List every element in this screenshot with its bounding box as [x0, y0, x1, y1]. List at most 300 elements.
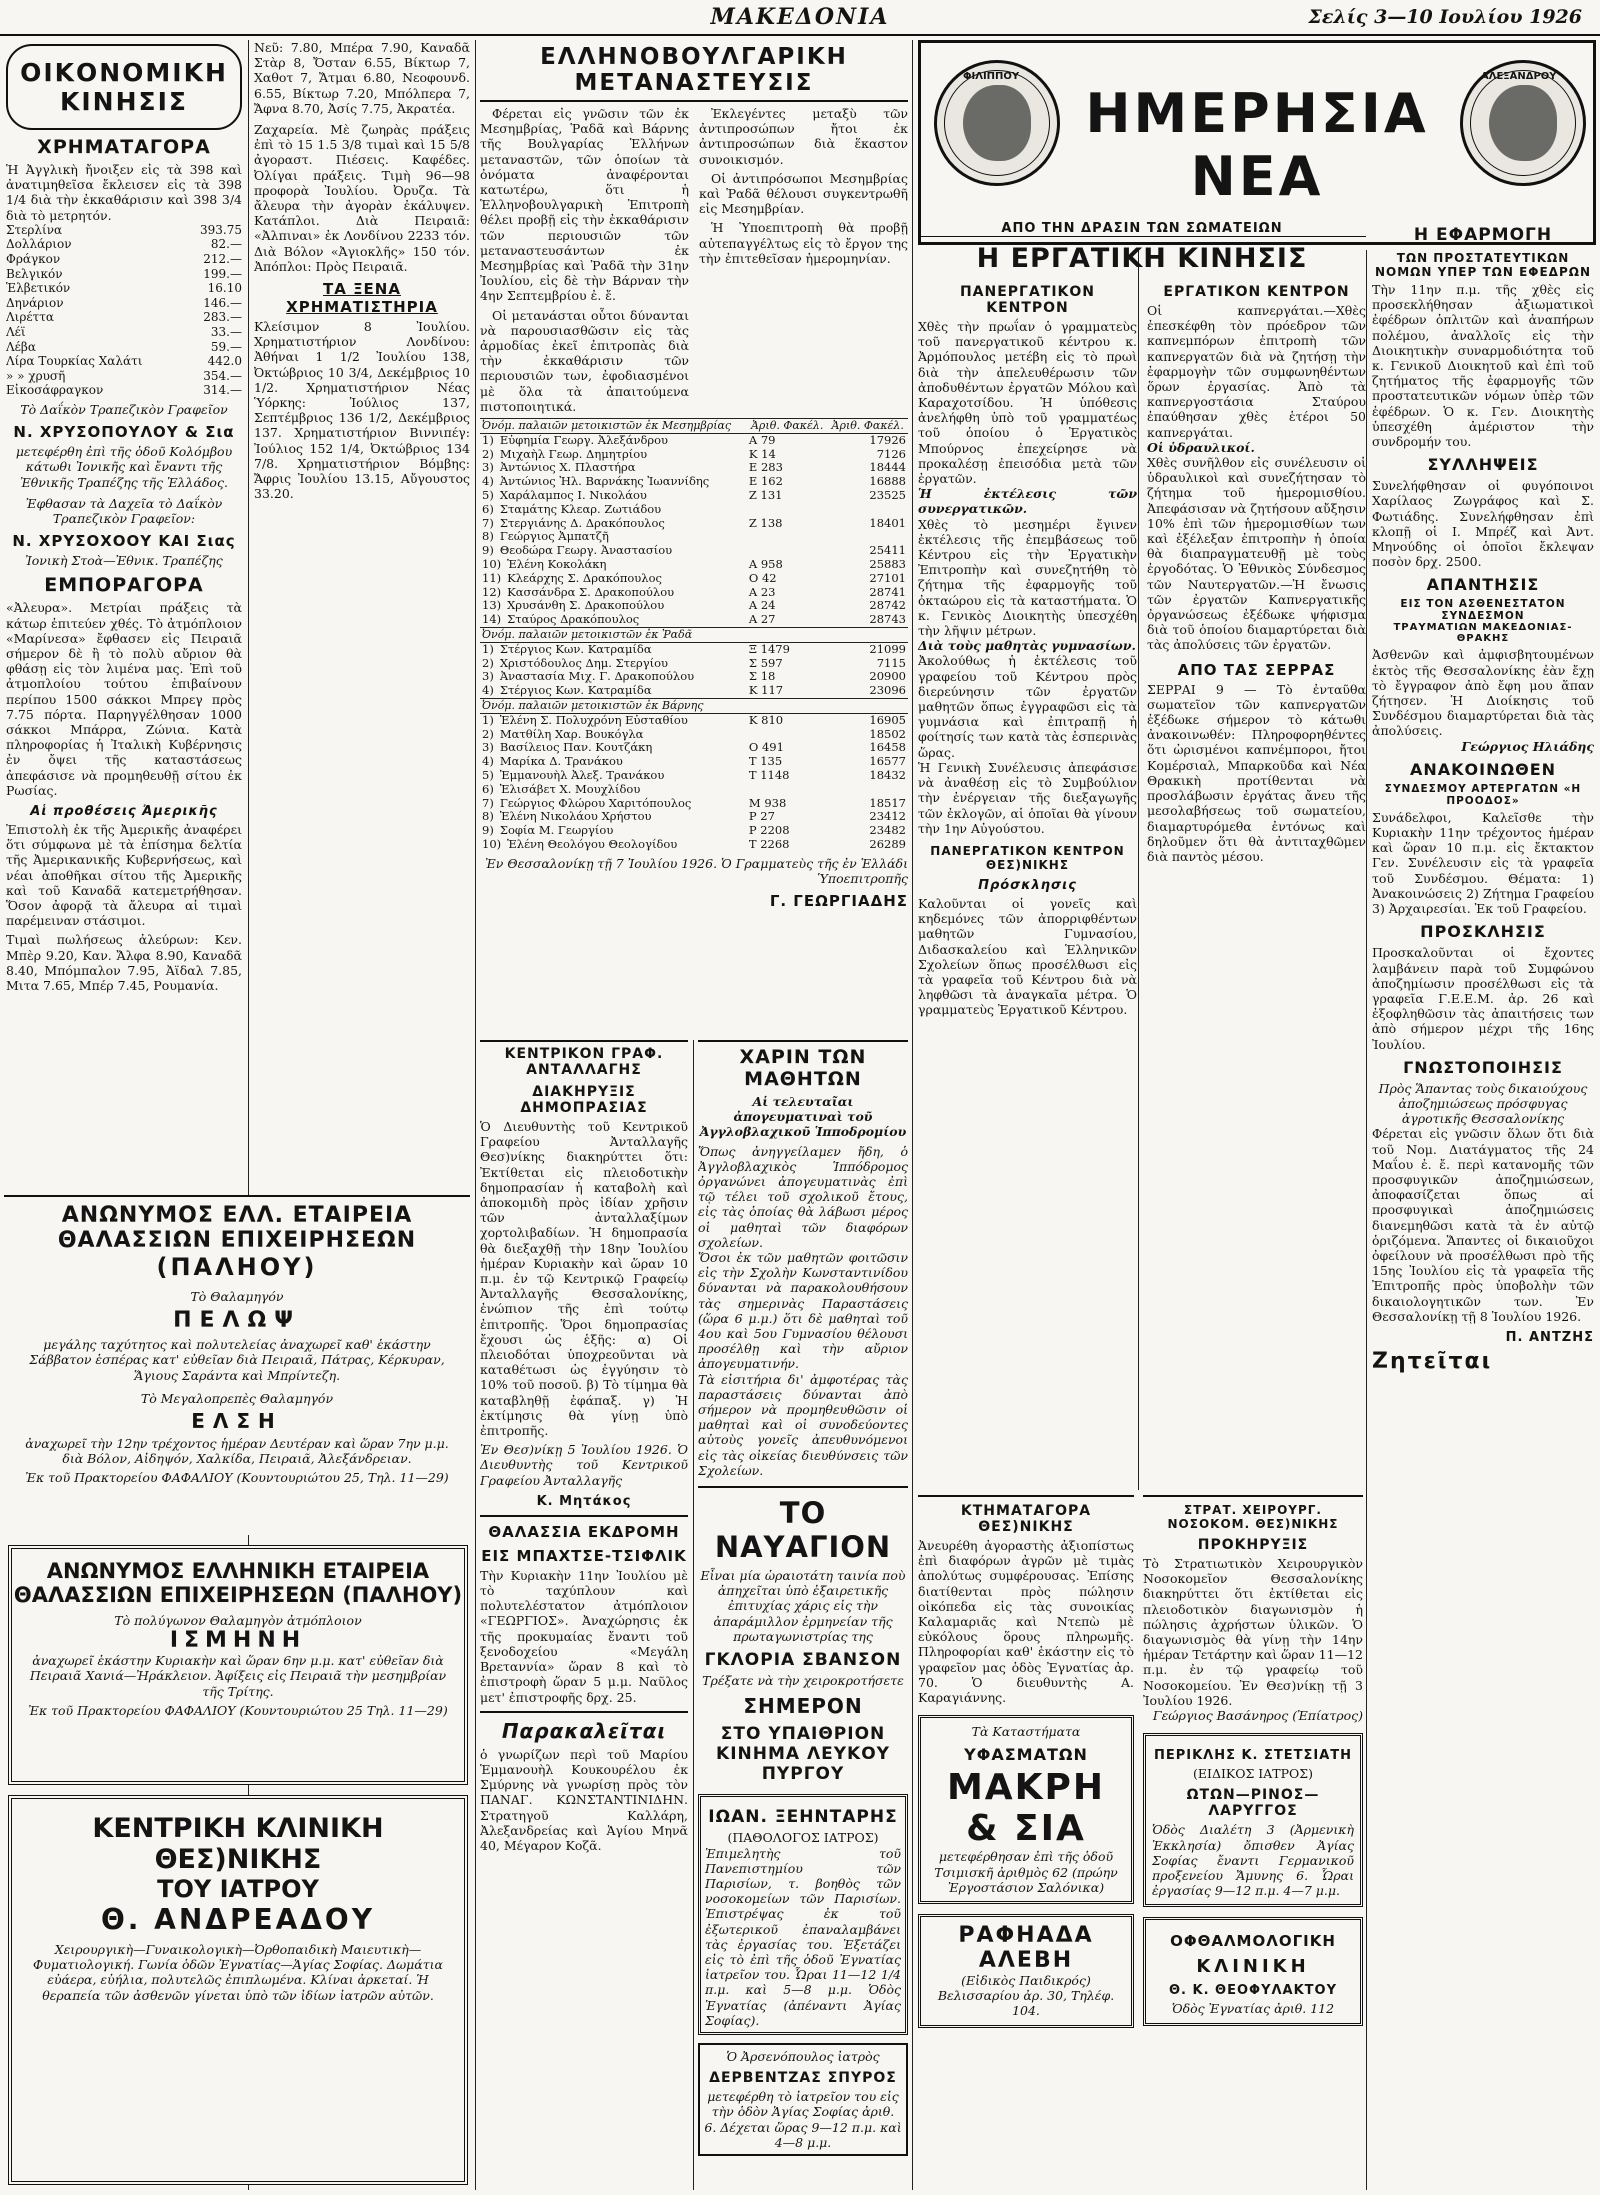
announcement-sub: Πρὸς Ἅπαντας τοὺς δικαιούχους ἀποζημιώσεως πρόσφυγας ἀγροτικῆς Θεσσαλονίκης: [1378, 1080, 1588, 1127]
students-column: [698, 1040, 908, 2192]
row-number: 3): [482, 460, 494, 475]
emigration-para: Φέρεται εἰς γνῶσιν τῶν ἐκ Μεσημβρίας, Ῥαδᾶ καὶ Βάρνης τῆς Βουλγαρίας Ἑλλήνων μεταναστῶν, τῶν ὁποίων τὰ ὀνόματα ἀναφέρονται κατωτέρω, ὅτι ἡ Ἑλληνοβουλγαρικὴ Ἐπιτροπὴ θέλει προβῇ εἰς τὴν ἐκκαθάρισιν τῶν περιουσιῶν τῶν μεταναστευσάντων ἐκ Μεσημβρίας καὶ Ῥαδᾶ τὴν 31ην Ἰουλίου, εἰς δὲ τὴν Βάρναν τὴν 4ην Σεπτεμβρίου ἐ. ἔ.: [480, 106, 689, 304]
table-cell-file-a: Κ 117: [748, 683, 784, 698]
rate-value: 59.—: [210, 339, 242, 354]
announcement-heading: ΓΝΩΣΤΟΠΟΙΗΣΙΣ: [1403, 1057, 1563, 1077]
fabric-text: μετεφέρθησαν ἐπὶ τῆς ὁδοῦ Τσιμισκῆ ἀριθμὸς 62 (πρώην Ἐργοστάσιον Σαλόνικα): [934, 1849, 1118, 1895]
table-row: [480, 769, 908, 783]
rate-currency: Ἑλβετικόν: [6, 281, 71, 296]
table-row: [480, 755, 908, 769]
row-number: 4): [482, 474, 494, 489]
pan-sub2: Διὰ τοὺς μαθητὰς γυμνασίων.: [918, 638, 1136, 654]
table-row: [480, 824, 908, 838]
row-number: 1): [482, 712, 494, 727]
oph-name: Θ. Κ. ΘΕΟΦΥΛΑΚΤΟΥ: [1168, 1983, 1338, 1999]
table-cell-name: [480, 489, 747, 503]
table-cell-file-b: 23525: [869, 488, 906, 503]
row-number: 14): [482, 612, 502, 627]
table-row: [480, 530, 908, 544]
row-name: Εὐφημία Γεωργ. Ἀλεξάνδρου: [499, 432, 669, 447]
thess-sub: Πρόσκλησις: [978, 877, 1077, 893]
table-cell-file-a: Α 27: [748, 612, 776, 627]
table-cell-file-a: Ο 491: [748, 740, 784, 755]
row-number: 4): [482, 683, 494, 698]
table-cell-file-b: 18517: [869, 795, 906, 810]
excursion-heading: ΘΑΛΑΣΣΙΑ ΕΚΔΡΟΜΗ: [488, 1522, 680, 1541]
table-cell-file-a: Ζ 138: [748, 515, 783, 530]
table-cell-file-a: [747, 544, 828, 558]
row-number: 9): [482, 543, 494, 558]
table-cell-name: [480, 797, 747, 811]
pan-text4: Ἡ Γενικὴ Συνέλευσις ἀπεφάσισε νὰ ἀναθέσῃ εἰς τὸ Συμβούλιον τὴν ἐνέργειαν τῆς διεξαγωγῆς τῶν ἐκλογῶν, αἱ ὁποῖαι θὰ γίνουν τὴν 1ην Αὐγούστου.: [918, 759, 1137, 836]
table-cell-file-b: [827, 783, 908, 797]
row-name: Ἑλένη Θεολόγου Θεολογίδου: [507, 836, 678, 851]
column-rule: [475, 40, 476, 2190]
rate-row: [6, 267, 242, 282]
table-cell-name: [480, 741, 747, 755]
emigration-para: Οἱ μετανάσται οὗτοι δύνανται νὰ παρουσιασθῶσιν εἰς τὰς ἀρμοδίας ἐκεῖ ἐπιτροπὰς διὰ τὴν ἐκκαθάρισιν τῶν περιουσιῶν των, ἐφοδιασμένοι μὲ ὅλα τὰ ἀπαιτούμενα πιστοποιητικά.: [480, 307, 689, 414]
tailor-sub: (Εἰδικὸς Παιδικρός): [961, 1973, 1091, 1989]
table-cell-file-a: Κ 14: [748, 446, 776, 461]
economy-column: [6, 40, 242, 1190]
emblem-label: ΦΙΛΙΠΠΟΥ: [963, 71, 1020, 82]
application-text: Τὴν 11ην π.μ. τῆς χθὲς εἰς προσεκλήθησαν ἀξιωματικοὶ ἐφέδρων ὁπλιτῶν καὶ ἀναπήρων πολέμου, ἀναλλοῖς εἰς τὴν Διοικητικὴν συναρμοδιότητα τοῦ κ. Γενικοῦ Διοικητοῦ καὶ ἐπὶ τοῦ ζητήματος τῆς ἐφαρμογῆς τῶν προστατευτικῶν νόμων ὑπὲρ τῶν ἐφέδρων. Ὁ κ. Γεν. Διοικητὴς ὑπεσχέθη ἀμέριστον τὴν συνδρομήν του.: [1372, 282, 1594, 450]
row-number: 10): [482, 557, 502, 572]
erg-text: Οἱ καπνεργάται.—Χθὲς ἐπεσκέφθη τὸν πρόεδρον τῶν καπνεμπόρων ἐπιτροπὴ τῶν καπνεργατῶν διὰ νὰ ζητήσῃ τὴν ἐφαρμογὴν τῶν συμφωνηθέντων ὅρων ἐργασίας. Ἀπὸ τὰ καπνεργοστάσια Σταύρου ἐπαύθησαν χθὲς ἑτέροι 50 καπνεργάται.: [1147, 303, 1366, 440]
rate-value: 16.10: [207, 281, 242, 296]
table-row: [480, 586, 908, 600]
film-today: ΣΗΜΕΡΟΝ: [743, 1694, 863, 1719]
auction-heading: ΚΕΝΤΡΙΚΟΝ ΓΡΑΦ. ΑΝΤΑΛΛΑΓΗΣ: [504, 1046, 664, 1078]
fabric-ad: [918, 1715, 1134, 1904]
reply-subheading2: ΤΡΑΥΜΑΤΙΩΝ ΜΑΚΕΔΟΝΙΑΣ-ΘΡΑΚΗΣ: [1393, 622, 1573, 645]
rate-currency: Εἰκοσάφραγκον: [6, 383, 104, 398]
table-cell-file-b: 16905: [869, 712, 906, 727]
table-cell-file-a: Ρ 27: [748, 809, 775, 824]
right-news-column: [1372, 215, 1594, 2190]
row-name: Σταύρος Δρακόπουλος: [507, 612, 640, 627]
oph-heading2: ΚΛΙΝΙΚΗ: [1196, 1956, 1310, 1978]
table-cell-file-a: [747, 728, 828, 742]
oph-text: Ὁδὸς Ἐγνατίας ἀριθ. 112: [1171, 2001, 1335, 2017]
application-heading: Η ΕΦΑΡΜΟΓΗ: [1413, 225, 1553, 245]
doctor-title: (ΠΑΘΟΛΟΓΟΣ ΙΑΤΡΟΣ): [727, 1830, 879, 1846]
table-cell-file-a: Σ 18: [748, 669, 776, 684]
table-cell-file-b: 16458: [869, 740, 906, 755]
tailor-ad: [918, 1914, 1134, 2028]
clinic-title: ΚΕΝΤΡΙΚΗ ΚΛΙΝΙΚΗ ΘΕΣ)ΝΙΚΗΣ: [92, 1813, 384, 1875]
land-text: Ἀνευρέθη ἀγοραστὴς ἀξιοπίστως ἐπὶ διαφόρων ἀγρῶν μὲ τιμὰς ἀπολύτως συμφέρουσας. Ἐπίσης διατίθενται πρὸς πώλησιν οἰκόπεδα εἰς τὰς συνοικίας Καλαμαριᾶς καὶ Ντεπὼ μὲ εὐκόλους ὅρους πληρωμῆς. Πληροφορίαι καθ' ἑκάστην εἰς τὸ γραφεῖον μας ὁδὸς Ἐγνατίας ἀρ. 70. Ὁ διευθυντὴς Α. Καραγιάννης.: [918, 1538, 1134, 1706]
table-cell-file-b: 28743: [869, 612, 906, 627]
flour-prices: Τιμαὶ πωλήσεως ἀλεύρων: Κεν. Μπὲρ 9.20, Καν. Ἄλφα 8.90, Καναδᾶ 8.40, Μπόμπαλον 7.95, Ἀϊδαλ 7.85, Μιτα 7.65, Μπέρ 7.45, Ρουμανία.: [6, 932, 242, 994]
table-cell-name: [480, 448, 747, 462]
hospital-column: [1143, 1495, 1363, 2197]
tailor-text: Βελισσαρίου ἀρ. 30, Τηλέφ. 104.: [937, 1988, 1115, 2019]
market-heading: ΧΡΗΜΑΤΑΓΟΡΑ: [37, 136, 211, 158]
foreign-exchanges-heading: ΤΑ ΞΕΝΑ ΧΡΗΜΑΤΙΣΤΗΡΙΑ: [286, 280, 438, 317]
table-cell-file-b: 21099: [869, 641, 906, 656]
table-cell-name: [480, 783, 747, 797]
rate-value: 442.0: [207, 354, 242, 369]
market-intro: Ἡ Ἀγγλικὴ ἤνοιξεν εἰς τὰ 398 καὶ ἀνατιμηθεῖσα ἔκλεισεν εἰς τὰ 398 1/4 διὰ τὴν ἐκκαθάρισιν καὶ 398 3/4 διὰ τὸ μετρητόν.: [6, 162, 242, 223]
dentist-name: ΔΕΡΒΕΝΤΖΑΣ ΣΠΥΡΟΣ: [709, 2070, 897, 2087]
table-cell-file-a: Ξ 1479: [748, 641, 790, 656]
ship-ad-sub: (ΠΑΛΗΟΥ): [156, 1253, 318, 1281]
land-market-column: [918, 1495, 1134, 2197]
table-cell-file-b: 25883: [869, 557, 906, 572]
rate-currency: Λιρέττα: [6, 310, 55, 325]
table-cell-file-a: Τ 135: [748, 754, 783, 769]
row-name: Βασίλειος Παν. Κουτζάκη: [499, 740, 653, 755]
auction-column: [480, 1040, 688, 2192]
commodities-text: Ζαχαρεία. Μὲ ζωηρὰς πράξεις ἐπὶ τὸ 15 1.5 3/8 τιμαὶ καὶ 15 5/8 ἀγοραστ. Πιέσεις. Καφέδες. Ὀλίγαι πράξεις. Τιμὴ 96—98 προφορὰ Ἰουλίου. Ὀρυζα. Τὰ ἄλευρα τὴν ἀγορὰν ἐκάλυψεν. Κατάπλοι. Διὰ Πειραιᾶ: «Ἀλπιναι» ἐκ Λονδίνου 2233 τόν. Διὰ Βόλον «Ἀγιοκλῆς» 150 τόν. Ἀπόπλοι: Πρὸς Πειραιᾶ.: [254, 122, 470, 274]
masthead: [0, 0, 1600, 36]
column-rule: [693, 1040, 694, 2190]
row-number: 8): [482, 529, 494, 544]
clinic-doctor-name: Θ. ΑΝΔΡΕΑΔΟΥ: [100, 1903, 376, 1936]
table-cell-file-a: Κ 810: [748, 712, 784, 727]
table-cell-name: [480, 572, 747, 586]
row-name: Γεώργιος Ἀμπατζῆ: [499, 529, 609, 544]
table-cell-file-a: Μ 938: [748, 795, 787, 810]
table-cell-file-b: 17926: [869, 432, 906, 447]
reply-text: Ἀσθενῶν καὶ ἀμφισβητουμένων ἐκτὸς τῆς Θεσσαλονίκης ἐὰν ἔχῃ τὸ ἔγγραφον ἀπὸ ἔφη μου ἅπαν ζήτησεν. Ἡ Διοίκησις τοῦ Συνδέσμου διαμαρτύρεται διὰ τὰς ἀπολύσεις.: [1372, 647, 1594, 739]
table-cell-file-a: [747, 503, 828, 517]
table-row: [480, 558, 908, 572]
table-header: Ἀριθ. Φακέλ.: [747, 419, 828, 434]
foreign-exchanges-text: Κλείσιμον 8 Ἰουλίου. Χρηματιστήριον Λονδίνου: Ἀθήναι 1 1/2 Ἰουλίου 138, Ὀκτώβριος 10 3/4, Δεκέμβριος 10 1/2. Χρηματιστήριον Νέας Ὑόρκης: Ἰούλιος 137, Σεπτέμβριος 136 1/2, Δεκέμβριος 137. Χρηματιστήριον Βιννιπέγ: Ἰούλιος 152 1/4, Ὀκτώβριος 134 7/8. Χρηματιστήριον Βόμβης: Ἄφρις Ἰουλίου 13.15, Αὔγουστος 33.20.: [254, 319, 470, 502]
table-row: [480, 797, 908, 811]
table-cell-file-b: 28741: [869, 584, 906, 599]
erg-section: [1147, 278, 1366, 1018]
film-text: Εἶναι μία ὡραιοτάτη ταινία ποὺ ἀπηχεῖται ὑπὸ ἐξαιρετικῆς ἐπιτυχίας χάρις εἰς τὴν ἀπαράμιλλον ἐρμηνείαν τῆς πρωταγωνιστρίας της: [700, 1568, 906, 1644]
film-text2: Τρέξατε νὰ τὴν χειροκροτήσετε: [702, 1673, 904, 1689]
economy-column-2: [254, 40, 470, 1190]
table-cell-name: [480, 755, 747, 769]
fabric-subheading: ΥΦΑΣΜΑΤΩΝ: [964, 1745, 1088, 1765]
row-name: Στέργιος Κων. Κατραμίδα: [499, 641, 652, 656]
table-cell-name: [480, 586, 747, 600]
students-heading: ΧΑΡΙΝ ΤΩΝ ΜΑΘΗΤΩΝ: [739, 1046, 867, 1090]
bank2-name: Ν. ΧΡΥΣΟΧΟΟΥ ΚΑΙ Σιας: [12, 532, 236, 551]
table-cell-file-b: 23096: [869, 683, 906, 698]
row-name: Χριστόδουλος Δημ. Στεργίου: [499, 655, 669, 670]
table-cell-name: [480, 613, 747, 627]
table-header: Ἀριθ. Φακέλ.: [827, 419, 908, 434]
alexander-coin-icon: [1460, 60, 1586, 186]
hospital-signature: Γεώργιος Βασάνηρος (Ἐπίατρος): [1152, 1708, 1363, 1724]
row-name: Στεργιάνης Δ. Δρακόπουλος: [499, 515, 665, 530]
hospital-text: Τὸ Στρατιωτικὸν Χειρουργικὸν Νοσοκομεῖον Θεσσαλονίκης διακηρύττει ὅτι ἐκτίθεται εἰς πλειοδοτικὸν διαγωνισμὸν ἡ πώλησις ἀχρήστων ὑλικῶν. Ὁ διαγωνισμὸς θὰ γίνῃ τὴν 14ην ἡμέραν Τετάρτην καὶ ὥραν 11—12 π.μ. ἐν τῷ γραφείῳ τοῦ Νοσοκομείου. Ἐν Θεσ)νίκῃ τῇ 3 Ἰουλίου 1926.: [1143, 1556, 1363, 1708]
emigration-title: ΕΛΛΗΝΟΒΟΥΛΓΑΡΙΚΗ ΜΕΤΑΝΑΣΤΕΥΣΙΣ: [480, 40, 908, 102]
auction-signature: Κ. Μητάκος: [536, 1493, 632, 1509]
row-name: Κασσάνδρα Σ. Δρακοπούλου: [507, 584, 675, 599]
emigration-signoff: Ἐν Θεσσαλονίκῃ τῇ 7 Ἰουλίου 1926. Ὁ Γραμματεὺς τῆς ἐν Ἑλλάδι Ὑποεπιτροπῆς: [485, 855, 908, 886]
row-number: 2): [482, 726, 494, 741]
rate-currency: Στερλίνα: [6, 222, 63, 237]
rate-row: [6, 325, 242, 340]
bank1-name: Ν. ΧΡΥΣΟΠΟΥΛΟΥ & Σια: [13, 423, 235, 442]
tailor-name: ΡΑΦΗΑΔΑ ΑΛΕΒΗ: [958, 1923, 1094, 1974]
table-row: [480, 448, 908, 462]
ship-ad-agent: Ἐκ τοῦ Πρακτορείου ΦΑΦΑΛΙΟΥ (Κουντουριώτου 25, Τηλ. 11—29): [25, 1470, 449, 1486]
table-cell-name: [480, 461, 747, 475]
table-cell-file-b: 26289: [869, 836, 906, 851]
emigration-text-right: [699, 106, 908, 418]
table-cell-file-b: 18444: [869, 460, 906, 475]
wanted-heading: Ζητεῖται: [1372, 1348, 1493, 1374]
table-cell-file-b: 16577: [869, 754, 906, 769]
table-cell-name: [480, 642, 747, 656]
table-row: [480, 741, 908, 755]
rate-value: 283.—: [203, 310, 242, 325]
row-number: 5): [482, 488, 494, 503]
column-rule: [1366, 250, 1367, 2190]
ship-ad2-text: ἀναχωρεῖ ἑκάστην Κυριακὴν καὶ ὥραν 6ην μ.μ. κατ' εὐθεῖαν διὰ Πειραιᾶ Χανιά—Ἠράκλειον. Ἀφίξεις εἰς Πειραιᾶ τὴν μεσημβρίαν τῆς Τρίτης.: [29, 1653, 447, 1699]
table-row: [480, 544, 908, 558]
reply-signature: Γεώργιος Ηλιάδης: [1461, 738, 1594, 754]
row-number: 10): [482, 836, 502, 851]
table-row: [480, 613, 908, 627]
table-row: [480, 783, 908, 797]
pan-text3: Ἀκολούθως ἡ ἐκτέλεσις τοῦ γραφείου τοῦ Κέντρου πρὸς διερεύνησιν τῶν ἐργατῶν μαθητῶν ὅπως ἐγγραφῶσι εἰς τὰ γυμνάσια καὶ ἐπιτραπῇ ἡ φοίτησίς των κατὰ τὰς ἑσπερινὰς ὥρας.: [918, 653, 1137, 760]
thess-heading: ΠΑΝΕΡΓΑΤΙΚΟΝ ΚΕΝΤΡΟΝ ΘΕΣ)ΝΙΚΗΣ: [930, 843, 1125, 872]
trade-heading: ΕΜΠΟΡΑΓΟΡΑ: [44, 574, 204, 597]
table-section-header: Ὀνόμ. παλαιῶν μετοικιστῶν ἐκ Βάρνης: [480, 699, 908, 714]
rate-row: [6, 340, 242, 355]
table-row: [480, 599, 908, 613]
film-title: ΤΟ ΝΑΥΑΓΙΟΝ: [714, 1496, 892, 1565]
hospital-heading: ΣΤΡΑΤ. ΧΕΙΡΟΥΡΓ. ΝΟΣΟΚΟΜ. ΘΕΣ)ΝΙΚΗΣ: [1167, 1503, 1339, 1531]
clinic-text: Χειρουργικὴ—Γυναικολογικὴ—Ὀρθοπαιδικὴ Μαιευτικὴ—Φυματιολογική. Γωνία ὁδῶν Ἐγνατίας—Ἁγίας Σοφίας. Δωμάτια εὐάερα, εὐήλια, πολυτελῶς ἐπιπλωμένα. Κλίναι ἀρκεταί. Ἡ θεραπεία τῶν ἀσθενῶν γίνεται ὑπὸ τῶν ἰδίων ἰατρῶν αὐτῶν.: [33, 1942, 443, 2003]
table-cell-name: [480, 713, 747, 727]
invite-heading: ΠΡΟΣΚΛΗΣΙΣ: [1420, 922, 1546, 942]
ship-ad-text: μεγάλης ταχύτητος καὶ πολυτελείας ἀναχωρεῖ καθ' ἑκάστην Σάββατον ἑσπέρας κατ' εὐθεῖαν διὰ Πειραιᾶ, Πάτρας, Κέρκυραν, Ἅγιους Σαράντα καὶ Μπρίντεζη.: [29, 1337, 445, 1383]
row-number: 1): [482, 641, 494, 656]
request-heading: Παρακαλεῖται: [501, 1718, 667, 1743]
ship-name-ismini: ΙΣΜΗΝΗ: [169, 1628, 307, 1654]
table-cell-file-a: [747, 783, 828, 797]
pan-text2: Χθὲς τὸ μεσημέρι ἔγινεν ἐκτέλεσις τῆς ἐπεμβάσεως τοῦ Κέντρου εἰς τὴν Ἐργατικὴν Ἐπιτροπὴν καὶ συνεζητήθη τὸ ζήτημα τῆς ἐφαρμογῆς τοῦ ὀκταώρου εἰς τὰ καταστήματα. Ὁ κ. Γενικὸς Διοικητὴς ὑπεσχέθη τὴν λῆψιν μέτρων.: [918, 516, 1137, 639]
row-name: Χρυσάνθη Σ. Δρακοπούλου: [507, 598, 665, 613]
students-text: Ὅπως ἀνηγγείλαμεν ἤδη, ὁ Ἀγγλοβλαχικὸς Ἱππόδρομος ὀργανώνει ἀπογευματινὰς ἐπὶ τῷ τέλει τοῦ σχολικοῦ ἔτους, εἰς τὰς ὁποίας θὰ λάβωσι μέρος οἱ μαθηταὶ τῶν διαφόρων σχολείων.: [698, 1143, 908, 1250]
rate-row: [6, 296, 242, 311]
table-cell-name: [480, 433, 747, 447]
row-name: Ἀναστασία Μιχ. Γ. Δρακοπούλου: [499, 669, 695, 684]
table-cell-file-a: Ρ 2208: [748, 823, 790, 838]
table-cell-name: [480, 670, 747, 684]
row-name: Σταμάτης Κλεαρ. Ζωτιάδου: [499, 501, 662, 516]
table-row: [480, 728, 908, 742]
rate-row: [6, 252, 242, 267]
serres-text: ΣΕΡΡΑΙ 9 — Τὸ ἐνταῦθα σωματεῖον τῶν καπνεργατῶν ἐξέδωκε σήμερον τὸ κάτωθι ἀνακοινωθέν: Πληροφορηθέντες ὅτι ὠρισμένοι καπνέμποροι, ἤτοι Κομέρσιαλ, Μπαρκοῦδα καὶ Νέα Θρακικὴ προτίθενται νὰ προσλάβωσιν ἐργάτας ἄνευ τῆς μεσολαβήσεως τοῦ σωματείου, διαμαρτυρόμεθα ἐντόνως καὶ δηλοῦμεν ὅτι θὰ ἀντιταχθῶμεν διὰ παντὸς μέσου.: [1147, 681, 1366, 864]
ship-ad-ismini: [8, 1545, 468, 1785]
rate-currency: Δολλάριον: [6, 237, 72, 252]
notice-heading: ΑΝΑΚΟΙΝΩΘΕΝ: [1409, 759, 1557, 779]
announcement-signature: Π. ΑΝΤΖΗΣ: [1505, 1329, 1594, 1345]
table-row: [480, 684, 908, 698]
issue-date: Σελίς 3—10 Ιουλίου 1926: [1308, 6, 1582, 28]
table-cell-file-b: 23412: [869, 809, 906, 824]
row-name: Ἑλένη Σ. Πολυχρόνη Εὐσταθίου: [499, 712, 688, 727]
row-name: Ἑλένη Νικολάου Χρήστου: [499, 809, 652, 824]
rate-row: [6, 223, 242, 238]
rate-value: 82.—: [210, 237, 242, 252]
serres-heading: ΑΠΟ ΤΑΣ ΣΕΡΡΑΣ: [1177, 660, 1336, 679]
table-cell-name: [480, 558, 747, 572]
announcement-text: Φέρεται εἰς γνῶσιν ὅλων ὅτι διὰ τοῦ Νομ. Διατάγματος τῆς 24 Μαΐου ἐ. ἔ. περὶ κατανομῆς τῶν προσφυγικῶν ἀποζημιώσεων, ἀποφασίζεται ὅπως αἱ προσφυγικαὶ ἀποζημιώσεις διανεμηθῶσι κατὰ τὰ ἐν αὐτῷ ὁριζόμενα. Ἅπαντες οἱ δικαιοῦχοι ὀφείλουν νὰ προσέλθωσι πρὸ τῆς 15ης Ἰουλίου εἰς τὰ γραφεῖα τῆς Ἐπιτροπῆς πρὸς ὑποβολὴν τῶν δικαιολογητικῶν των. Ἐν Θεσσαλονίκῃ τῇ 8 Ἰουλίου 1926.: [1372, 1126, 1594, 1324]
row-name: Μαρίκα Δ. Τρανάκου: [499, 754, 623, 769]
table-cell-file-b: 7126: [876, 446, 906, 461]
table-cell-file-a: Ε 162: [748, 474, 783, 489]
doctor-text: Ἐπιμελητὴς τοῦ Πανεπιστημίου τῶν Παρισίων, τ. βοηθὸς τῶν νοσοκομείων τῶν Παρισίων. Ἐπιστρέψας ἐκ τοῦ ἐξωτερικοῦ ἐπαναλαμβάνει τὰς ἐργασίας του. Ἐξετάζει εἰς τὸ ἐπὶ τῆς ὁδοῦ Ἐγνατίας ἰατρεῖον του. Ὧραι 11—12 1/4 π.μ. καὶ 5—8 μ.μ. Ὁδὸς Ἐγνατίας (ἀπέναντι Ἀγίας Σοφίας).: [705, 1845, 901, 2028]
ship-name-elsi: ΕΛΣΗ: [191, 1409, 283, 1434]
ent-name: ΠΕΡΙΚΛΗΣ Κ. ΣΤΕΤΣΙΑΤΗ: [1153, 1748, 1353, 1764]
row-number: 12): [482, 584, 502, 599]
ent-specialty: ΩΤΩΝ—ΡΙΝΟΣ—ΛΑΡΥΓΓΟΣ: [1186, 1787, 1320, 1820]
table-cell-name: [480, 838, 747, 852]
ship-ad2-title2: ΘΑΛΑΣΣΙΩΝ ΕΠΙΧΕΙΡΗΣΕΩΝ (ΠΑΛΗΟΥ): [13, 1583, 463, 1607]
emigrants-table: [480, 418, 908, 852]
row-number: 7): [482, 795, 494, 810]
request-text: ὁ γνωρίζων περὶ τοῦ Μαρίου Ἑμμανουὴλ Κουκουρέλου ἐκ Σμύρνης νὰ γνωρίσῃ πρὸς τὸν ΠΑΝΑΓ. ΚΩΝΣΤΑΝΤΙΝΙΔΗΝ. Στρατηγοῦ Καλλάρη, Ἀλεξανδρείας καὶ Ἁγίου Μηνᾶ 40, Μέγαρον Κοζᾶ.: [480, 1746, 688, 1853]
row-name: Σοφία Μ. Γεωργίου: [499, 823, 614, 838]
row-name: Ἐμμανουὴλ Ἀλεξ. Τρανάκου: [499, 767, 665, 782]
daily-news-title: ΗΜΕΡΗΣΙΑ ΝΕΑ: [1085, 82, 1429, 208]
arrests-heading: ΣΥΛΛΗΨΕΙΣ: [1427, 455, 1539, 475]
table-cell-file-b: [827, 503, 908, 517]
table-cell-file-b: 18502: [869, 726, 906, 741]
students-text: Ὅσοι ἐκ τῶν μαθητῶν φοιτῶσιν εἰς τὴν Σχολὴν Κωνσταντινίδου δύνανται νὰ παρακολουθήσουν τὰς σημερινὰς Παραστάσεις (ὥρα 6 μ.μ.) ὅτι δὲ μαθηταὶ τοῦ 4ου καὶ 5ου Γυμνασίου θέλουσι προσέλθῃ καὶ τὴν αὔριον ἀπογευματινήν.: [698, 1250, 908, 1372]
table-cell-file-b: 25411: [869, 543, 906, 558]
row-number: 11): [482, 570, 502, 585]
emblem-label: ΑΛΕΞΑΝΔΡΟΥ: [1481, 71, 1557, 82]
table-row: [480, 475, 908, 489]
table-row: [480, 503, 908, 517]
rate-currency: Λέϊ: [6, 324, 26, 339]
row-name: Κλεάρχης Σ. Δρακόπουλος: [507, 570, 662, 585]
table-cell-name: [480, 810, 747, 824]
pan-heading: ΠΑΝΕΡΓΑΤΙΚΟΝ ΚΕΝΤΡΟΝ: [959, 284, 1096, 316]
row-number: 1): [482, 432, 494, 447]
pan-section: [918, 278, 1137, 1018]
table-cell-name: [480, 503, 747, 517]
notice-text: Συνάδελφοι, Καλεῖσθε τὴν Κυριακὴν 11ην τρέχοντος ἡμέραν καὶ ὥραν 10 π.μ. εἰς ἔκτακτον Γεν. Συνέλευσιν εἰς τὰ γραφεῖα τοῦ Συνδέσμου. Θέματα: 1) Ἀνακοινώσεις 2) Ζήτημα Γραφείου 3) Ἀρχαιρεσίαι. Ἐκ τοῦ Γραφείου.: [1372, 809, 1594, 917]
table-row: [480, 572, 908, 586]
row-name: Στέργιος Κων. Κατραμίδα: [499, 683, 652, 698]
rate-row: [6, 237, 242, 252]
table-cell-name: [480, 769, 747, 783]
doctor-ad: [698, 1794, 908, 2035]
table-cell-file-a: [747, 530, 828, 544]
table-row: [480, 517, 908, 531]
table-cell-file-a: Α 958: [748, 557, 783, 572]
table-row: [480, 713, 908, 727]
row-name: Θεοδώρα Γεωργ. Ἀναστασίου: [499, 543, 673, 558]
row-number: 5): [482, 767, 494, 782]
table-row: [480, 642, 908, 656]
ophthalmology-ad: [1143, 1917, 1363, 2025]
table-cell-file-a: Τ 1148: [748, 767, 790, 782]
table-cell-file-b: 27101: [869, 570, 906, 585]
rate-value: 212.—: [203, 252, 242, 266]
table-cell-file-a: Ζ 131: [748, 488, 783, 503]
ship-ad2-agent: Ἐκ τοῦ Πρακτορείου ΦΑΦΑΛΙΟΥ (Κουντουριώτου 25 Τηλ. 11—29): [28, 1702, 448, 1718]
rate-currency: » » χρυσῆ: [6, 368, 66, 383]
reply-heading: ΑΠΑΝΤΗΣΙΣ: [1426, 575, 1540, 595]
exchange-rates: [6, 223, 242, 398]
thess-text: Καλοῦνται οἱ γονεῖς καὶ κηδεμόνες τῶν ἀπορριφθέντων μαθητῶν Γυμνασίου, Διδασκαλείου καὶ Ἑλληνικῶν Σχολείων ὅπως προσέλθωσι εἰς τὰ γραφεῖα τοῦ Κέντρου διὰ νὰ ληφθῶσι τὰ ἀναγκαῖα μέτρα. Ὁ γραμματεὺς Ἐργατικοῦ Κέντρου.: [918, 895, 1137, 1018]
rate-currency: Φράγκον: [6, 252, 61, 266]
rate-row: [6, 281, 242, 296]
clinic-doctor-label: ΤΟΥ ΙΑΤΡΟΥ: [157, 1875, 319, 1903]
notice-subheading: ΣΥΝΔΕΣΜΟΥ ΑΡΤΕΡΓΑΤΩΝ «Η ΠΡΟΟΔΟΣ»: [1384, 782, 1582, 807]
emigration-column: [480, 40, 908, 1040]
pan-sub: Ἡ ἐκτέλεσις τῶν συνεργατικῶν.: [918, 486, 1137, 517]
row-number: 8): [482, 809, 494, 824]
erg-sub: Οἱ ὑδραυλικοί.: [1147, 439, 1255, 455]
ent-sub: (ΕΙΔΙΚΟΣ ΙΑΤΡΟΣ): [1193, 1766, 1313, 1782]
economy-title: ΟΙΚΟΝΟΜΙΚΗ ΚΙΝΗΣΙΣ: [6, 44, 242, 130]
row-name: Γεώργιος Φλώρου Χαριτόπουλος: [499, 795, 692, 810]
rate-value: 33.—: [210, 324, 242, 339]
ent-text: Ὁδὸς Διαλέτη 3 (Ἀρμενικὴ Ἐκκλησία) ὄπισθεν Ἀγίας Σοφίας ἔναντι Γερμανικοῦ προξενείου Ἄμυνης 6. Ὧραι ἐργασίας 9—12 π.μ. 4—7 μ.μ.: [1152, 1822, 1354, 1899]
table-cell-file-b: [827, 530, 908, 544]
film-star: ΓΚΛΟΡΙΑ ΣΒΑΝΣΟΝ: [704, 1650, 902, 1671]
row-number: 3): [482, 740, 494, 755]
doctor-name: ΙΩΑΝ. ΞΕΗΝΤΑΡΗΣ: [708, 1807, 898, 1828]
emigration-signature: Γ. ΓΕΩΡΓΙΑΔΗΣ: [769, 892, 908, 911]
rate-value: 146.—: [203, 295, 242, 310]
emigration-text-left: [480, 106, 689, 418]
table-cell-file-a: Τ 2268: [748, 836, 790, 851]
market-continued: Νεῦ: 7.80, Μπέρα 7.90, Καναδᾶ Στὰρ 8, Ὄσταν 6.55, Βίκτωρ 7, Χαθοτ 7, Ἄτμαι 6.80, Νεοφουνδ. 6.55, Βίκτωρ 7.20, Μπόλπερα 7, Ἄφνα 8.70, Ἀσίς 7.75, Ἀκρατέα.: [254, 40, 470, 116]
pan-text: Χθὲς τὴν πρωΐαν ὁ γραμματεὺς τοῦ πανεργατικοῦ κέντρου κ. Ἀρμόπουλος μετέβη εἰς τὸ πρωὶ διὰ τὴν ἀπελευθέρωσιν τῶν ἀποδυθέντων ἐργατῶν Μόλου καὶ Καραχοτσίδου. Ἡ ὑπόθεσις ἀνελήφθη ὑπὸ τοῦ γραμματέως τοῦ ὁποίου ὁ Ἐργατικὸς Μπούρνος ἐπεχείρησε νὰ προκαλέσῃ ἐπεισόδια μετὰ τῶν ἐργατῶν.: [918, 319, 1137, 487]
film-venue: ΣΤΟ ΥΠΑΙΘΡΙΟΝ ΚΙΝΗΜΑ ΛΕΥΚΟΥ ΠΥΡΓΟΥ: [716, 1724, 890, 1785]
rate-value: 314.—: [203, 383, 242, 398]
ship-ad2-line: Τὸ πολύγωνον Θαλαμηγὸν ἀτμόπλοιον: [114, 1613, 362, 1628]
arrests-text: Συνελήφθησαν οἱ φυγόποινοι Χαρίλαος Ζωγράφος καὶ Σ. Φωτιάδης. Συνελήφθησαν ἐπὶ κλοπῇ οἱ Ι. Μπρέζ καὶ Ἀντ. Μηνούδης οἱ ὁποῖοι ἔκλεψαν ποσὸν δρχ. 2500.: [1372, 478, 1594, 570]
table-cell-file-a: Α 23: [748, 584, 776, 599]
rate-value: 393.75: [200, 222, 242, 237]
table-cell-file-b: 7115: [876, 655, 906, 670]
rate-currency: Δηνάριον: [6, 295, 64, 310]
auction-heading2: ΔΙΑΚΗΡΥΞΙΣ ΔΗΜΟΠΡΑΣΙΑΣ: [520, 1084, 648, 1116]
row-number: 2): [482, 655, 494, 670]
clinic-ad: [8, 1795, 468, 2185]
ent-ad: [1143, 1733, 1363, 1907]
ship-ad-line: Τὸ Θαλαμηγόν: [190, 1289, 284, 1304]
table-cell-name: [480, 684, 747, 698]
rate-value: 199.—: [203, 266, 242, 281]
reply-subheading: ΕΙΣ ΤΟΝ ΑΣΘΕΝΕΣΤΑΤΟΝ ΣΥΝΔΕΣΜΟΝ: [1400, 598, 1566, 623]
paper-name: ΜΑΚΕΔΟΝΙΑ: [710, 4, 890, 30]
erg-heading: ΕΡΓΑΤΙΚΟΝ ΚΕΝΤΡΟΝ: [1163, 284, 1350, 300]
trade-text: «Ἀλευρα». Μετρίαι πράξεις τὰ κάτωρ ἐπιτεύεν χθές. Τὸ ἀτμόπλοιον «Μαρίνεσα» ἔφθασεν εἰς Πειραιᾶ σήμερον δὲ ἢ τὸ πολὺ αὔριον θὰ φθάσῃ εἰς τὸν λιμένα μας. Ἐπὶ τοῦ ἀτμοπλοίου τούτου ἐπιβαίνουν περίπου 1500 σάκκοι Μπρεγ πρὸς 7.75 πόρτα. Παρηγγέλθησαν 1000 σάκκοι Μπάρρα, Ζώνια. Κατὰ πληροφορίας ἡ Ἰταλικὴ Κυβέρνησις ἐν ὄψει τῆς καταστάσεως ἀπεφάσισε νὰ προμηθευθῇ σίτου ἐκ Ρωσίας.: [6, 600, 242, 798]
row-number: 4): [482, 754, 494, 769]
labor-heading: Η ΕΡΓΑΤΙΚΗ ΚΙΝΗΣΙΣ: [976, 243, 1308, 274]
table-header: Ὀνόμ. παλαιῶν μετοικιστῶν ἐκ Μεσημβρίας: [480, 419, 747, 434]
table-cell-file-b: 18432: [869, 767, 906, 782]
ship-ad-line2: Τὸ Μεγαλοπρεπὲς Θαλαμηγόν: [140, 1390, 334, 1406]
table-cell-file-a: Α 24: [748, 598, 776, 613]
erg-text2: Χθὲς συνῆλθον εἰς συνέλευσιν οἱ ὑδραυλικοὶ καὶ συνεζήτησαν τὸ ζήτημα τοῦ ἡμερομισθίου. Ἀπεφάσισαν νὰ ζητήσουν αὔξησιν 10% ἐπὶ τῶν ἡμερομισθίων των καὶ ἐξέλεξαν ἐπιτροπὴν ἡ ὁποία θὰ διαπραγματευθῇ μὲ τοὺς ἐργοδότας. Ὁ Ἐθνικὸς Σύνδεσμος τῶν Ναυτεργατῶν.—Ἡ ἔνωσις τῶν ἐργατῶν Καπνεργατικῆς ὀργανώσεως ἐξέδωκε ψήφισμα διὰ τοῦ ὁποίου διαμαρτύρεται διὰ τὰς ἀπολύσεις τῶν ἐργατῶν.: [1147, 455, 1366, 653]
rate-value: 354.—: [203, 368, 242, 383]
fabric-name: ΜΑΚΡΗ & ΣΙΑ: [946, 1767, 1106, 1850]
table-cell-file-b: 20900: [869, 669, 906, 684]
table-cell-file-a: Α 79: [748, 432, 776, 447]
table-row: [480, 838, 908, 852]
